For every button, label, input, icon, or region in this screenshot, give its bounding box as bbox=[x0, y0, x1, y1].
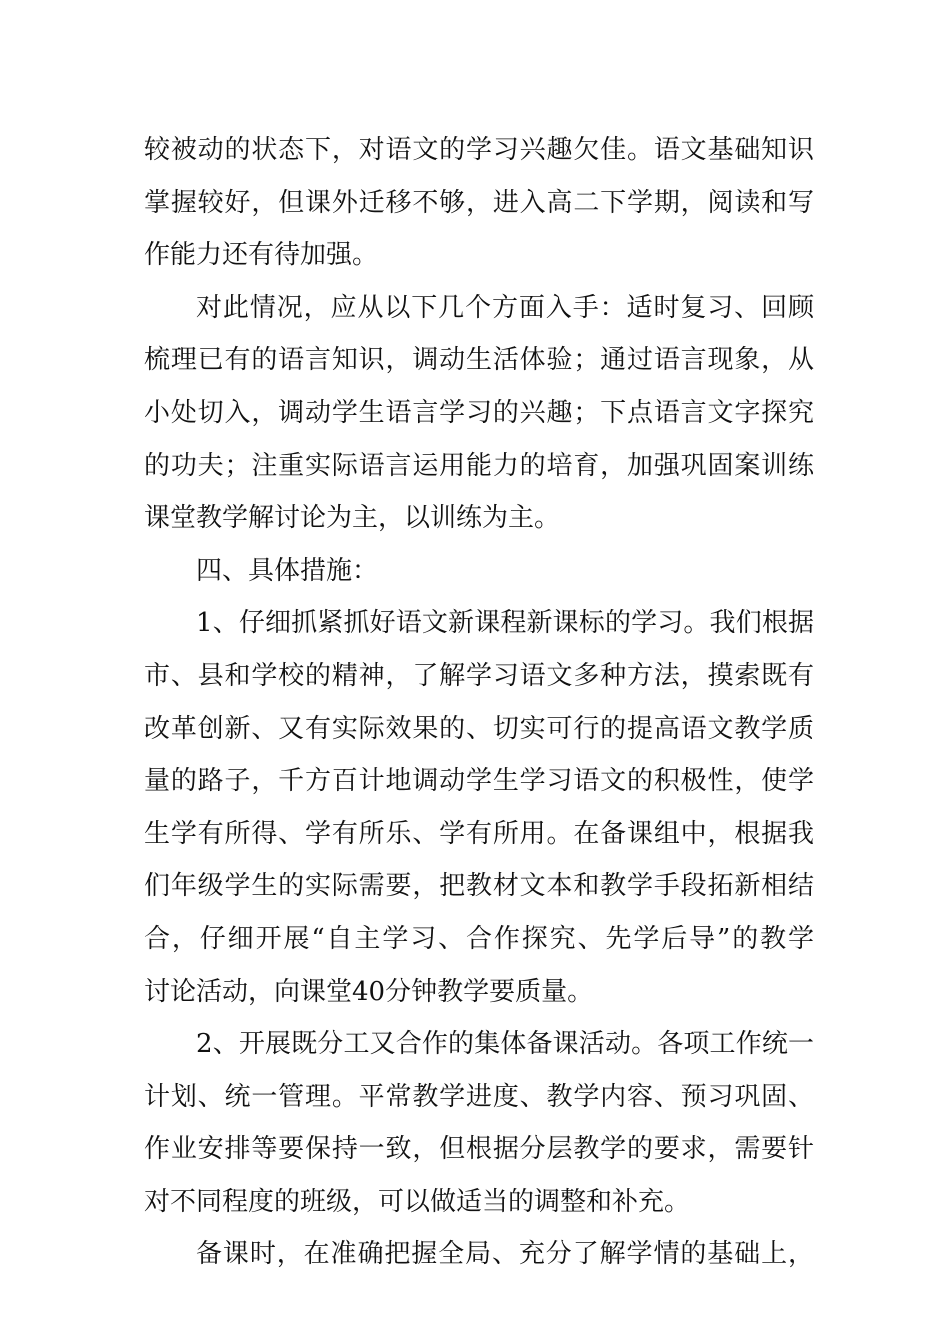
body-text bbox=[144, 124, 814, 1281]
text-line: 对此情况，应从以下几个方面入手：适时复习、回顾 bbox=[196, 292, 814, 323]
text-line: 合，仔细开展“自主学习、合作探究、先学后导”的教学 bbox=[144, 923, 814, 954]
text-line: 小处切入，调动学生语言学习的兴趣；下点语言文字探究 bbox=[144, 397, 814, 428]
text-line: 量的路子，千方百计地调动学生学习语文的积极性，使学 bbox=[144, 766, 814, 797]
text-line: 较被动的状态下，对语文的学习兴趣欠佳。语文基础知识 bbox=[144, 135, 814, 165]
text-line: 们年级学生的实际需要，把教材文本和教学手段拓新相结 bbox=[144, 871, 814, 902]
text-line: 计划、统一管理。平常教学进度、教学内容、预习巩固、 bbox=[144, 1081, 814, 1112]
text-line: 作能力还有待加强。 bbox=[144, 240, 379, 271]
text-line: 2、开展既分工又合作的集体备课活动。各项工作统一 bbox=[196, 1029, 814, 1060]
text-line: 市、县和学校的精神，了解学习语文多种方法，摸索既有 bbox=[144, 660, 814, 691]
text-line: 对不同程度的班级，可以做适当的调整和补充。 bbox=[144, 1186, 691, 1217]
text-line: 作业安排等要保持一致，但根据分层教学的要求，需要针 bbox=[144, 1134, 814, 1165]
text-line: 梳理已有的语言知识，调动生活体验；通过语言现象，从 bbox=[144, 345, 814, 376]
text-line: 的功夫；注重实际语言运用能力的培育，加强巩固案训练 bbox=[144, 450, 814, 481]
text-line: 1、仔细抓紧抓好语文新课程新课标的学习。我们根据 bbox=[196, 608, 814, 639]
text-line: 讨论活动，向课堂40分钟教学要质量。 bbox=[144, 976, 594, 1007]
text-line: 生学有所得、学有所乐、学有所用。在备课组中，根据我 bbox=[144, 818, 814, 849]
text-line: 掌握较好，但课外迁移不够，进入高二下学期，阅读和写 bbox=[144, 187, 814, 218]
text-line: 备课时，在准确把握全局、充分了解学情的基础上， bbox=[196, 1239, 814, 1270]
section-heading: 四、具体措施： bbox=[196, 555, 379, 586]
text-line: 改革创新、又有实际效果的、切实可行的提高语文教学质 bbox=[144, 713, 814, 744]
text-line: 课堂教学解讨论为主，以训练为主。 bbox=[144, 503, 561, 534]
